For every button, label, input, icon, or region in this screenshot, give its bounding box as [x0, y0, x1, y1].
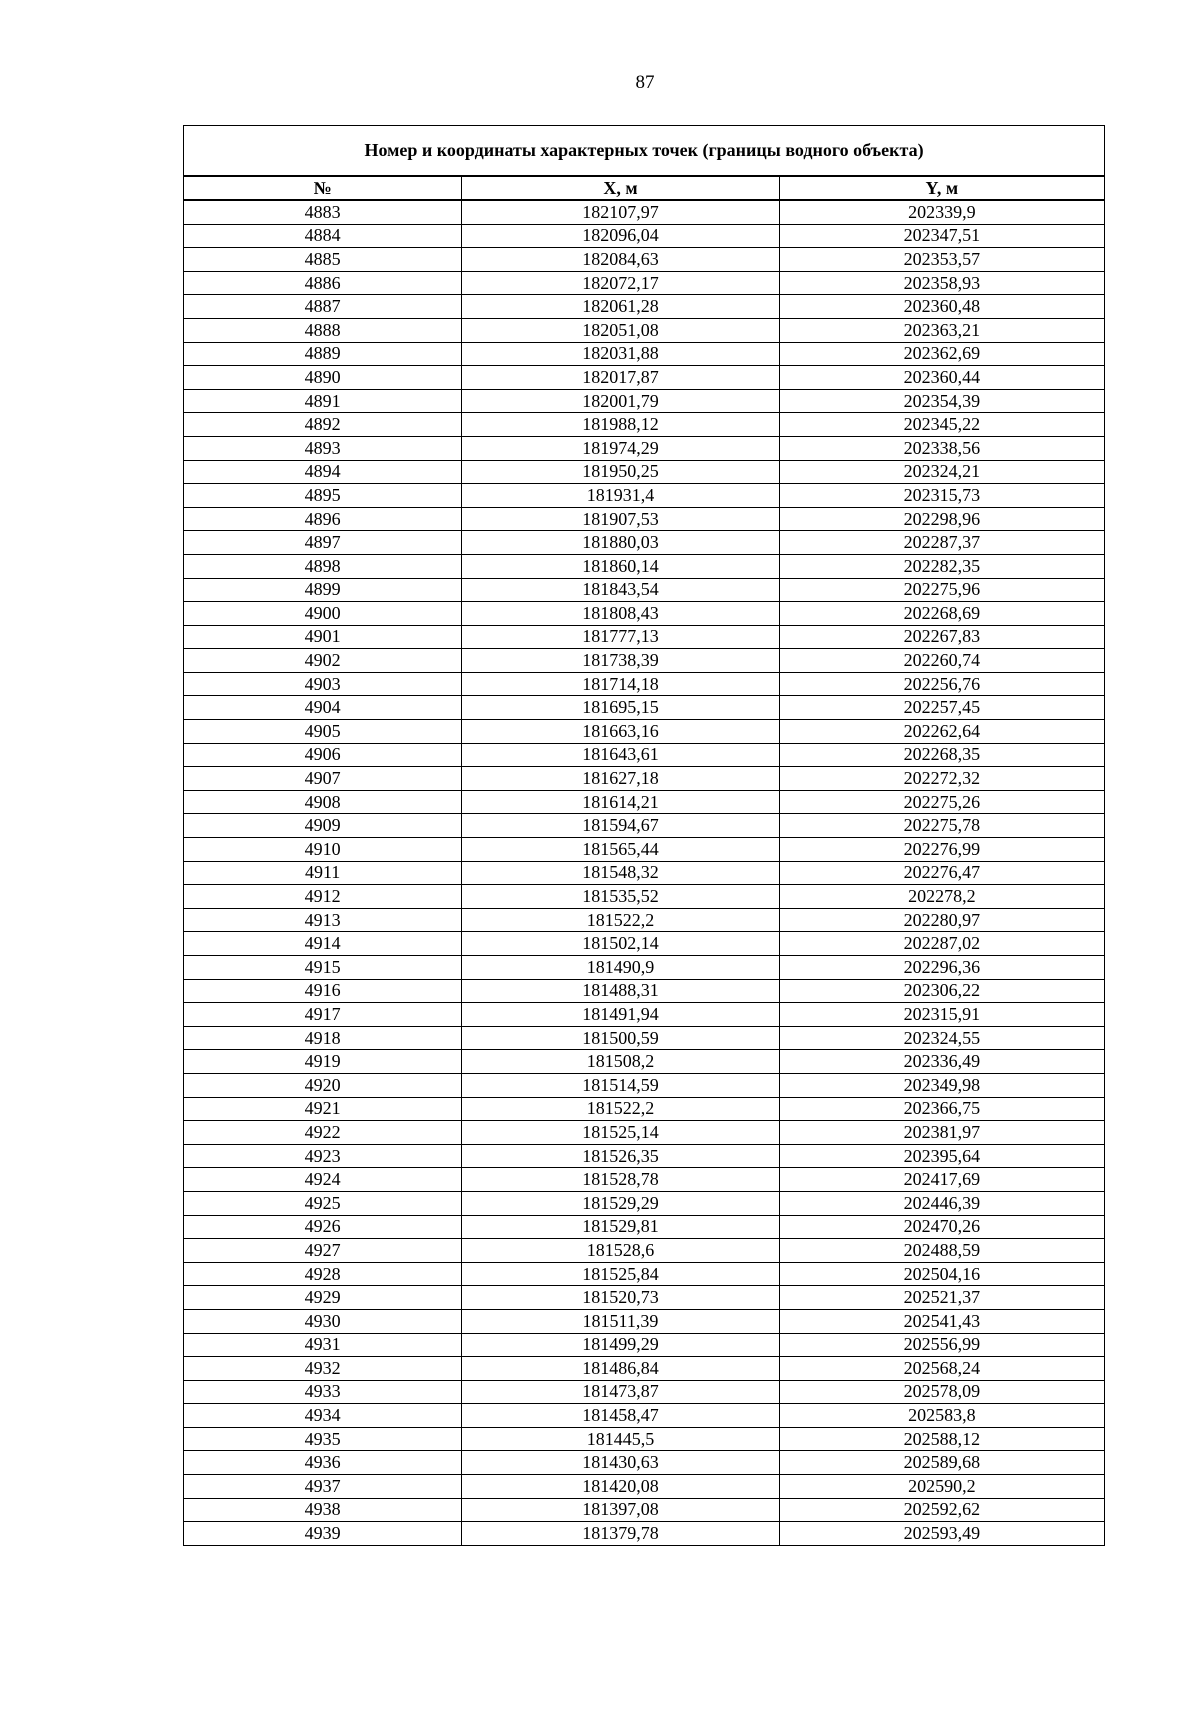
- point-number-cell: 4905: [184, 720, 462, 744]
- y-coordinate-cell: 202521,37: [779, 1286, 1104, 1310]
- x-coordinate-cell: 181525,14: [462, 1121, 779, 1145]
- point-number-cell: 4930: [184, 1309, 462, 1333]
- y-coordinate-cell: 202541,43: [779, 1309, 1104, 1333]
- x-coordinate-cell: 182096,04: [462, 224, 779, 248]
- table-row: [184, 1097, 1105, 1121]
- x-coordinate-cell: 181458,47: [462, 1404, 779, 1428]
- x-coordinate-cell: 181486,84: [462, 1357, 779, 1381]
- point-number-cell: 4933: [184, 1380, 462, 1404]
- point-number-cell: 4936: [184, 1451, 462, 1475]
- table-title: Номер и координаты характерных точек (границы водного объекта): [184, 126, 1105, 177]
- y-coordinate-cell: 202347,51: [779, 224, 1104, 248]
- y-coordinate-cell: 202280,97: [779, 908, 1104, 932]
- x-coordinate-cell: 181548,32: [462, 861, 779, 885]
- point-number-cell: 4909: [184, 814, 462, 838]
- point-number-cell: 4915: [184, 956, 462, 980]
- table-row: [184, 342, 1105, 366]
- point-number-cell: 4901: [184, 625, 462, 649]
- point-number-cell: 4923: [184, 1144, 462, 1168]
- table-row: [184, 1050, 1105, 1074]
- y-coordinate-cell: 202362,69: [779, 342, 1104, 366]
- y-coordinate-cell: 202267,83: [779, 625, 1104, 649]
- table-row: [184, 1191, 1105, 1215]
- y-coordinate-cell: 202358,93: [779, 271, 1104, 295]
- x-coordinate-cell: 181522,2: [462, 908, 779, 932]
- point-number-cell: 4894: [184, 460, 462, 484]
- y-coordinate-cell: 202360,48: [779, 295, 1104, 319]
- point-number-cell: 4924: [184, 1168, 462, 1192]
- x-coordinate-cell: 182072,17: [462, 271, 779, 295]
- y-coordinate-cell: 202588,12: [779, 1427, 1104, 1451]
- y-coordinate-cell: 202275,26: [779, 790, 1104, 814]
- x-coordinate-cell: 181490,9: [462, 956, 779, 980]
- y-coordinate-cell: 202272,32: [779, 767, 1104, 791]
- table-row: [184, 625, 1105, 649]
- y-coordinate-cell: 202590,2: [779, 1475, 1104, 1499]
- x-coordinate-cell: 181614,21: [462, 790, 779, 814]
- x-coordinate-cell: 181777,13: [462, 625, 779, 649]
- point-number-cell: 4906: [184, 743, 462, 767]
- page-number: 87: [635, 72, 655, 93]
- table-row: [184, 1215, 1105, 1239]
- table-row: [184, 531, 1105, 555]
- y-coordinate-cell: 202282,35: [779, 554, 1104, 578]
- y-coordinate-cell: 202324,21: [779, 460, 1104, 484]
- x-coordinate-cell: 181522,2: [462, 1097, 779, 1121]
- x-coordinate-cell: 181880,03: [462, 531, 779, 555]
- table-row: [184, 1144, 1105, 1168]
- y-coordinate-cell: 202256,76: [779, 672, 1104, 696]
- point-number-cell: 4886: [184, 271, 462, 295]
- table-row: [184, 743, 1105, 767]
- y-coordinate-cell: 202275,78: [779, 814, 1104, 838]
- y-coordinate-cell: 202276,99: [779, 838, 1104, 862]
- x-coordinate-cell: 182001,79: [462, 389, 779, 413]
- table-row: [184, 885, 1105, 909]
- x-coordinate-cell: 181907,53: [462, 507, 779, 531]
- table-row: [184, 1286, 1105, 1310]
- y-coordinate-cell: 202339,9: [779, 200, 1104, 224]
- table-row: [184, 1380, 1105, 1404]
- y-coordinate-cell: 202417,69: [779, 1168, 1104, 1192]
- y-coordinate-cell: 202298,96: [779, 507, 1104, 531]
- table-row: [184, 790, 1105, 814]
- x-coordinate-cell: 181526,35: [462, 1144, 779, 1168]
- y-coordinate-cell: 202278,2: [779, 885, 1104, 909]
- x-coordinate-cell: 181931,4: [462, 484, 779, 508]
- point-number-cell: 4920: [184, 1073, 462, 1097]
- point-number-cell: 4913: [184, 908, 462, 932]
- x-coordinate-cell: 181379,78: [462, 1522, 779, 1546]
- x-coordinate-cell: 181627,18: [462, 767, 779, 791]
- point-number-cell: 4919: [184, 1050, 462, 1074]
- point-number-cell: 4891: [184, 389, 462, 413]
- table-row: [184, 672, 1105, 696]
- x-coordinate-cell: 181528,78: [462, 1168, 779, 1192]
- x-coordinate-cell: 182084,63: [462, 248, 779, 272]
- point-number-cell: 4897: [184, 531, 462, 555]
- table-row: [184, 200, 1105, 224]
- point-number-cell: 4917: [184, 1003, 462, 1027]
- table-body: [184, 200, 1105, 1545]
- y-coordinate-cell: 202568,24: [779, 1357, 1104, 1381]
- x-coordinate-cell: 182017,87: [462, 366, 779, 390]
- x-coordinate-cell: 181738,39: [462, 649, 779, 673]
- table-row: [184, 413, 1105, 437]
- point-number-cell: 4892: [184, 413, 462, 437]
- point-number-cell: 4922: [184, 1121, 462, 1145]
- table-row: [184, 1357, 1105, 1381]
- x-coordinate-cell: 181714,18: [462, 672, 779, 696]
- table-title-row: [184, 126, 1105, 177]
- table-row: [184, 460, 1105, 484]
- y-coordinate-cell: 202381,97: [779, 1121, 1104, 1145]
- table-row: [184, 649, 1105, 673]
- table-row: [184, 838, 1105, 862]
- table-row: [184, 1333, 1105, 1357]
- point-number-cell: 4896: [184, 507, 462, 531]
- point-number-cell: 4898: [184, 554, 462, 578]
- point-number-cell: 4937: [184, 1475, 462, 1499]
- table-row: [184, 1121, 1105, 1145]
- x-coordinate-cell: 182051,08: [462, 318, 779, 342]
- x-coordinate-cell: 181974,29: [462, 436, 779, 460]
- y-coordinate-cell: 202345,22: [779, 413, 1104, 437]
- x-coordinate-cell: 181808,43: [462, 602, 779, 626]
- table-row: [184, 1427, 1105, 1451]
- x-coordinate-cell: 181430,63: [462, 1451, 779, 1475]
- table-row: [184, 318, 1105, 342]
- x-coordinate-cell: 181511,39: [462, 1309, 779, 1333]
- x-coordinate-cell: 181594,67: [462, 814, 779, 838]
- table-row: [184, 366, 1105, 390]
- y-coordinate-cell: 202324,55: [779, 1026, 1104, 1050]
- point-number-cell: 4916: [184, 979, 462, 1003]
- y-coordinate-cell: 202287,37: [779, 531, 1104, 555]
- y-coordinate-cell: 202593,49: [779, 1522, 1104, 1546]
- y-coordinate-cell: 202589,68: [779, 1451, 1104, 1475]
- point-number-cell: 4899: [184, 578, 462, 602]
- y-coordinate-cell: 202296,36: [779, 956, 1104, 980]
- table-row: [184, 507, 1105, 531]
- point-number-cell: 4903: [184, 672, 462, 696]
- x-coordinate-cell: 181499,29: [462, 1333, 779, 1357]
- x-coordinate-cell: 181695,15: [462, 696, 779, 720]
- point-number-cell: 4885: [184, 248, 462, 272]
- y-coordinate-cell: 202315,91: [779, 1003, 1104, 1027]
- x-coordinate-cell: 181420,08: [462, 1475, 779, 1499]
- point-number-cell: 4935: [184, 1427, 462, 1451]
- table-row: [184, 908, 1105, 932]
- y-coordinate-cell: 202275,96: [779, 578, 1104, 602]
- point-number-cell: 4938: [184, 1498, 462, 1522]
- table-row: [184, 602, 1105, 626]
- table-row: [184, 484, 1105, 508]
- x-coordinate-cell: 181663,16: [462, 720, 779, 744]
- table-row: [184, 224, 1105, 248]
- y-coordinate-cell: 202268,35: [779, 743, 1104, 767]
- point-number-cell: 4921: [184, 1097, 462, 1121]
- x-coordinate-cell: 182031,88: [462, 342, 779, 366]
- x-coordinate-cell: 181520,73: [462, 1286, 779, 1310]
- x-coordinate-cell: 181508,2: [462, 1050, 779, 1074]
- y-coordinate-cell: 202287,02: [779, 932, 1104, 956]
- x-coordinate-cell: 182107,97: [462, 200, 779, 224]
- point-number-cell: 4939: [184, 1522, 462, 1546]
- x-coordinate-cell: 181950,25: [462, 460, 779, 484]
- point-number-cell: 4893: [184, 436, 462, 460]
- y-coordinate-cell: 202488,59: [779, 1239, 1104, 1263]
- x-coordinate-cell: 181525,84: [462, 1262, 779, 1286]
- x-coordinate-cell: 181529,81: [462, 1215, 779, 1239]
- point-number-cell: 4888: [184, 318, 462, 342]
- x-coordinate-cell: 181988,12: [462, 413, 779, 437]
- point-number-cell: 4902: [184, 649, 462, 673]
- table-row: [184, 932, 1105, 956]
- coordinates-table: [183, 125, 1105, 1546]
- table-row: [184, 436, 1105, 460]
- y-coordinate-cell: 202363,21: [779, 318, 1104, 342]
- x-coordinate-cell: 181565,44: [462, 838, 779, 862]
- y-coordinate-cell: 202257,45: [779, 696, 1104, 720]
- point-number-cell: 4887: [184, 295, 462, 319]
- point-number-cell: 4934: [184, 1404, 462, 1428]
- table-row: [184, 295, 1105, 319]
- table-row: [184, 1262, 1105, 1286]
- y-coordinate-cell: 202592,62: [779, 1498, 1104, 1522]
- x-coordinate-cell: 181502,14: [462, 932, 779, 956]
- table-row: [184, 1003, 1105, 1027]
- x-coordinate-cell: 181445,5: [462, 1427, 779, 1451]
- y-coordinate-cell: 202504,16: [779, 1262, 1104, 1286]
- point-number-cell: 4925: [184, 1191, 462, 1215]
- table-row: [184, 1073, 1105, 1097]
- table-row: [184, 861, 1105, 885]
- point-number-cell: 4932: [184, 1357, 462, 1381]
- x-coordinate-cell: 181473,87: [462, 1380, 779, 1404]
- point-number-cell: 4926: [184, 1215, 462, 1239]
- y-coordinate-cell: 202336,49: [779, 1050, 1104, 1074]
- x-coordinate-cell: 181529,29: [462, 1191, 779, 1215]
- point-number-cell: 4912: [184, 885, 462, 909]
- table-row: [184, 248, 1105, 272]
- x-coordinate-cell: 181397,08: [462, 1498, 779, 1522]
- x-coordinate-cell: 181843,54: [462, 578, 779, 602]
- y-coordinate-cell: 202446,39: [779, 1191, 1104, 1215]
- point-number-cell: 4883: [184, 200, 462, 224]
- y-coordinate-cell: 202556,99: [779, 1333, 1104, 1357]
- table-row: [184, 696, 1105, 720]
- table-row: [184, 1026, 1105, 1050]
- point-number-cell: 4904: [184, 696, 462, 720]
- table-row: [184, 979, 1105, 1003]
- point-number-cell: 4931: [184, 1333, 462, 1357]
- table-row: [184, 1404, 1105, 1428]
- y-coordinate-cell: 202353,57: [779, 248, 1104, 272]
- y-coordinate-cell: 202583,8: [779, 1404, 1104, 1428]
- point-number-cell: 4911: [184, 861, 462, 885]
- table-row: [184, 767, 1105, 791]
- point-number-cell: 4929: [184, 1286, 462, 1310]
- point-number-cell: 4907: [184, 767, 462, 791]
- table-row: [184, 578, 1105, 602]
- y-coordinate-cell: 202260,74: [779, 649, 1104, 673]
- table-row: [184, 1168, 1105, 1192]
- x-coordinate-cell: 181500,59: [462, 1026, 779, 1050]
- y-coordinate-cell: 202306,22: [779, 979, 1104, 1003]
- table-row: [184, 1451, 1105, 1475]
- x-coordinate-cell: 181535,52: [462, 885, 779, 909]
- point-number-cell: 4927: [184, 1239, 462, 1263]
- y-coordinate-cell: 202360,44: [779, 366, 1104, 390]
- point-number-cell: 4895: [184, 484, 462, 508]
- point-number-cell: 4910: [184, 838, 462, 862]
- x-coordinate-cell: 181643,61: [462, 743, 779, 767]
- table-row: [184, 389, 1105, 413]
- point-number-cell: 4908: [184, 790, 462, 814]
- table-row: [184, 1475, 1105, 1499]
- y-coordinate-cell: 202315,73: [779, 484, 1104, 508]
- x-coordinate-cell: 181491,94: [462, 1003, 779, 1027]
- x-coordinate-cell: 181514,59: [462, 1073, 779, 1097]
- y-coordinate-cell: 202395,64: [779, 1144, 1104, 1168]
- x-coordinate-cell: 181488,31: [462, 979, 779, 1003]
- table-row: [184, 956, 1105, 980]
- table-row: [184, 271, 1105, 295]
- point-number-cell: 4884: [184, 224, 462, 248]
- y-coordinate-cell: 202349,98: [779, 1073, 1104, 1097]
- y-coordinate-cell: 202268,69: [779, 602, 1104, 626]
- point-number-cell: 4914: [184, 932, 462, 956]
- point-number-cell: 4889: [184, 342, 462, 366]
- column-header-x: X, м: [462, 176, 779, 200]
- table-header-row: [184, 176, 1105, 200]
- column-header-number: №: [184, 176, 462, 200]
- table-row: [184, 1498, 1105, 1522]
- point-number-cell: 4900: [184, 602, 462, 626]
- table-row: [184, 1309, 1105, 1333]
- table-row: [184, 720, 1105, 744]
- table-row: [184, 554, 1105, 578]
- point-number-cell: 4918: [184, 1026, 462, 1050]
- x-coordinate-cell: 181860,14: [462, 554, 779, 578]
- y-coordinate-cell: 202366,75: [779, 1097, 1104, 1121]
- table-row: [184, 1522, 1105, 1546]
- y-coordinate-cell: 202262,64: [779, 720, 1104, 744]
- x-coordinate-cell: 181528,6: [462, 1239, 779, 1263]
- y-coordinate-cell: 202578,09: [779, 1380, 1104, 1404]
- y-coordinate-cell: 202470,26: [779, 1215, 1104, 1239]
- column-header-y: Y, м: [779, 176, 1104, 200]
- y-coordinate-cell: 202338,56: [779, 436, 1104, 460]
- x-coordinate-cell: 182061,28: [462, 295, 779, 319]
- y-coordinate-cell: 202354,39: [779, 389, 1104, 413]
- y-coordinate-cell: 202276,47: [779, 861, 1104, 885]
- table-row: [184, 814, 1105, 838]
- point-number-cell: 4890: [184, 366, 462, 390]
- table-row: [184, 1239, 1105, 1263]
- point-number-cell: 4928: [184, 1262, 462, 1286]
